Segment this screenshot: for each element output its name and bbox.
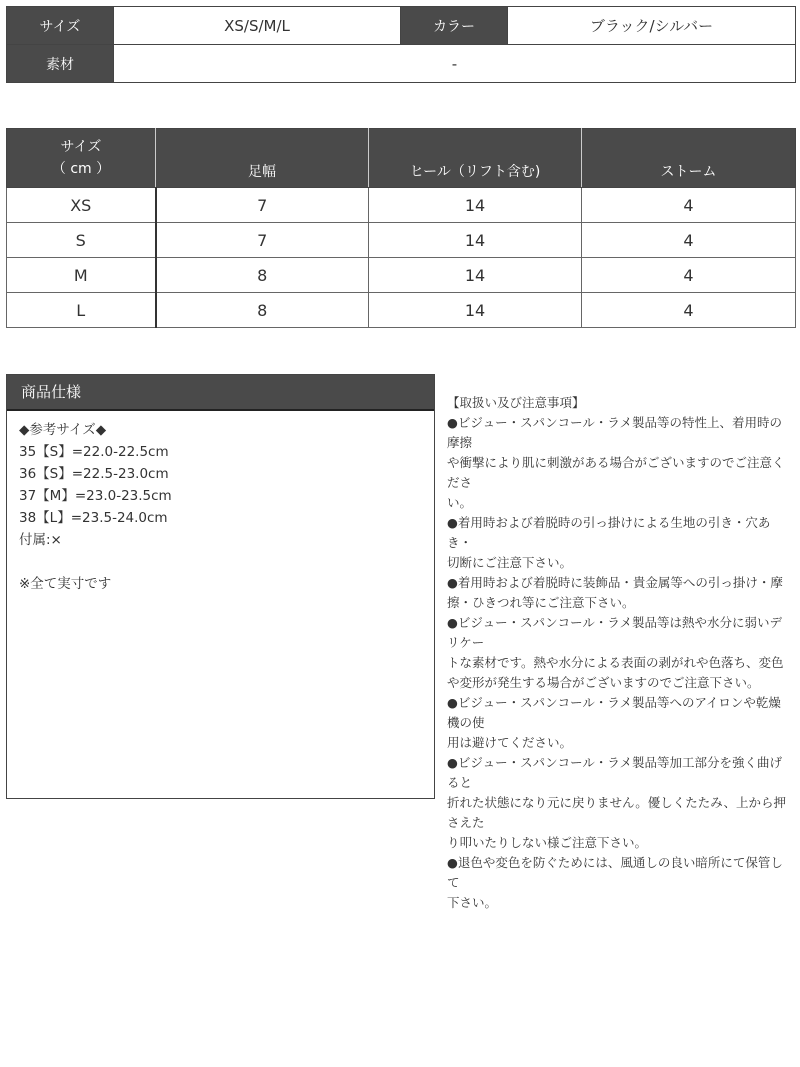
cell-heel: 14 [369, 258, 582, 293]
color-label: カラー [401, 7, 508, 45]
cell-size: S [7, 223, 156, 258]
info-row-size-color [7, 7, 796, 45]
notes-line: 切断にご注意下さい。 [447, 555, 573, 570]
cell-foot-width: 8 [156, 258, 369, 293]
header-heel: ヒール（リフト含む) [369, 129, 582, 188]
header-size [7, 129, 156, 188]
spec-line: 38【L】=23.5-24.0cm [19, 510, 168, 526]
cell-size: L [7, 293, 156, 328]
cell-storm: 4 [582, 188, 796, 223]
size-label: サイズ [7, 7, 114, 45]
notes-line: 擦・ひきつれ等にご注意下さい。 [447, 595, 635, 610]
table-row [7, 188, 796, 223]
table-row [7, 258, 796, 293]
notes-line: ●ビジュー・スパンコール・ラメ製品等の特性上、着用時の摩擦 [447, 415, 783, 450]
notes-line: ●ビジュー・スパンコール・ラメ製品等加工部分を強く曲げると [447, 755, 783, 790]
size-table-header [7, 129, 796, 188]
product-info-table [6, 6, 796, 83]
cell-heel: 14 [369, 293, 582, 328]
notes-line: ●ビジュー・スパンコール・ラメ製品等へのアイロンや乾燥機の使 [447, 695, 781, 730]
notes-line: り叩いたりしない様ご注意下さい。 [447, 835, 648, 850]
cell-heel: 14 [369, 188, 582, 223]
spec-line: 37【M】=23.0-23.5cm [19, 488, 172, 504]
handling-notes [447, 393, 793, 913]
table-row [7, 223, 796, 258]
size-table [6, 128, 796, 328]
notes-line: 下さい。 [447, 895, 498, 910]
notes-line: 【取扱い及び注意事項】 [447, 395, 585, 410]
notes-line: ●着用時および着脱時に装飾品・貴金属等への引っ掛け・摩 [447, 575, 783, 590]
notes-line: ●着用時および着脱時の引っ掛けによる生地の引き・穴あき・ [447, 515, 771, 550]
notes-line: ●退色や変色を防ぐためには、風通しの良い暗所にて保管して [447, 855, 783, 890]
cell-foot-width: 8 [156, 293, 369, 328]
cell-storm: 4 [582, 258, 796, 293]
header-size-line2: （ cm ） [51, 161, 111, 177]
notes-line: 用は避けてください。 [447, 735, 573, 750]
spec-line [19, 551, 434, 573]
cell-foot-width: 7 [156, 188, 369, 223]
cell-size: M [7, 258, 156, 293]
spec-line: ※全て実寸です [19, 576, 112, 592]
spec-line: ◆参考サイズ◆ [19, 422, 107, 438]
color-value: ブラック/シルバー [508, 7, 796, 45]
cell-size: XS [7, 188, 156, 223]
header-foot-width: 足幅 [156, 129, 369, 188]
notes-line: や変形が発生する場合がございますのでご注意下さい。 [447, 675, 760, 690]
table-row [7, 293, 796, 328]
material-label: 素材 [7, 45, 114, 83]
spec-line: 付属:× [19, 532, 62, 548]
notes-line: 折れた状態になり元に戻りません。優しくたたみ、上から押さえた [447, 795, 787, 830]
cell-storm: 4 [582, 223, 796, 258]
cell-storm: 4 [582, 293, 796, 328]
spec-title: 商品仕様 [7, 375, 434, 411]
spec-line: 36【S】=22.5-23.0cm [19, 466, 169, 482]
header-storm: ストーム [582, 129, 796, 188]
info-row-material [7, 45, 796, 83]
cell-heel: 14 [369, 223, 582, 258]
notes-line: い。 [447, 495, 473, 510]
size-value: XS/S/M/L [114, 7, 401, 45]
cell-foot-width: 7 [156, 223, 369, 258]
material-value: - [114, 45, 796, 83]
product-spec-box [6, 374, 435, 799]
notes-line: や衝撃により肌に刺激がある場合がございますのでご注意くださ [447, 455, 785, 490]
notes-line: ●ビジュー・スパンコール・ラメ製品等は熱や水分に弱いデリケー [447, 615, 783, 650]
spec-body [7, 411, 434, 595]
header-size-line1: サイズ [60, 139, 102, 155]
spec-line: 35【S】=22.0-22.5cm [19, 444, 169, 460]
notes-line: トな素材です。熱や水分による表面の剥がれや色落ち、変色 [447, 655, 784, 670]
